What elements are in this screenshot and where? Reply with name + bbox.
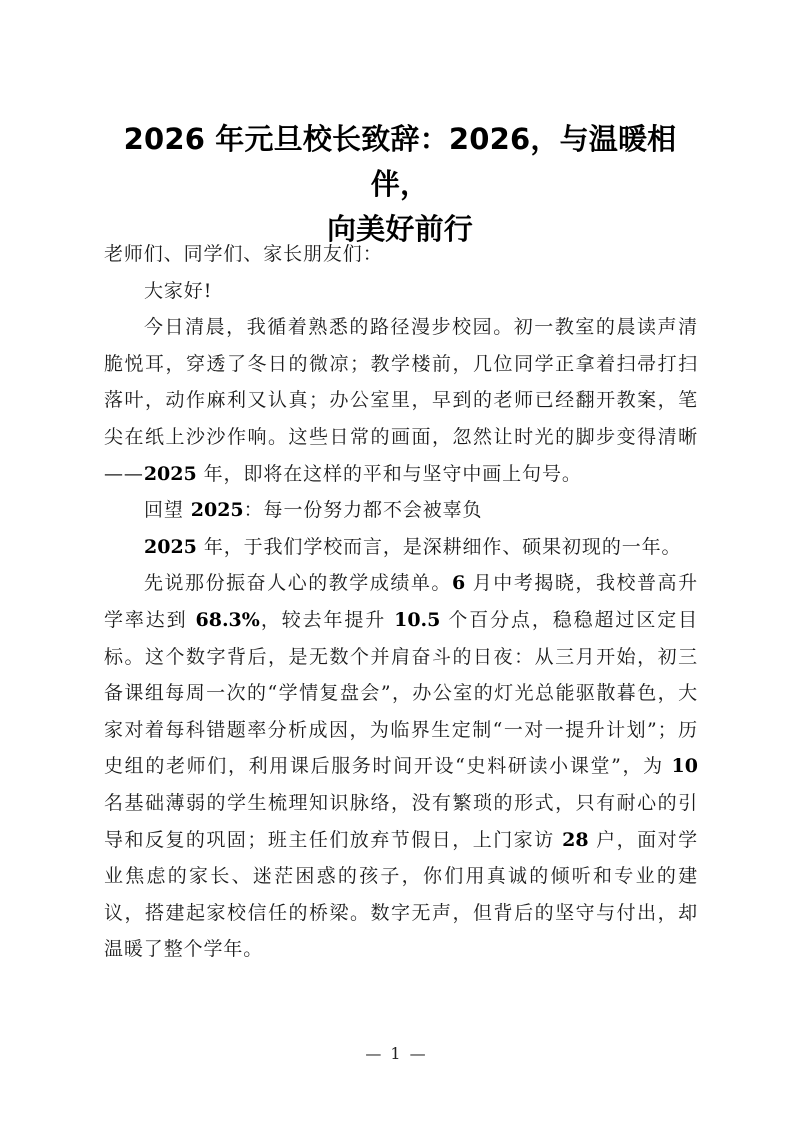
paragraph-2: 2025 年，于我们学校而言，是深耕细作、硕果初现的一年。 [144,535,682,558]
section-heading-review-2025: 回望 2025：每一份努力都不会被辜负 [144,499,483,522]
salutation: 老师们、同学们、家长朋友们： [104,243,383,265]
page-title [104,117,696,252]
doc-title-line-2: 向美好前行 [326,212,473,247]
document-body [104,236,698,968]
page-number-footer: — 1 — [365,1044,428,1063]
paragraph-1: 今日清晨，我循着熟悉的路径漫步校园。初一教室的晨读声清脆悦耳，穿透了冬日的微凉；教学楼前，几位同学正拿着扫帚打扫落叶，动作麻利又认真；办公室里，早到的老师已经翻开教案，笔尖在纸上沙沙作响。这些日常的画面，忽然让时光的脚步变得清晰——2025 年，即将在这样的平和与坚守中画上句号。 [104,316,698,485]
greeting: 大家好! [144,279,213,302]
doc-title-line-1: 2026 年元旦校长致辞：2026，与温暖相伴， [123,122,677,202]
paragraph-3: 先说那份振奋人心的教学成绩单。6 月中考揭晓，我校普高升学率达到 68.3%，较去年提升 10.5 个百分点，稳稳超过区定目标。这个数字背后，是无数个并肩奋斗的日夜：从三月开始，初三备课组每周一次的“学情复盘会”，办公室的灯光总能驱散暮色，大家对着每科错题率分析成因，为临界生定制“一对一提升计划”；历史组的老师们，利用课后服务时间开设“史料研读小课堂”，为 10 名基础薄弱的学生梳理知识脉络，没有繁琐的形式，只有耐心的引导和反复的巩固；班主任们放弃节假日，上门家访 28 户，面对学业焦虑的家长、迷茫困惑的孩子，你们用真诚的倾听和专业的建议，搭建起家校信任的桥梁。数字无声，但背后的坚守与付出，却温暖了整个学年。 [104,572,699,961]
